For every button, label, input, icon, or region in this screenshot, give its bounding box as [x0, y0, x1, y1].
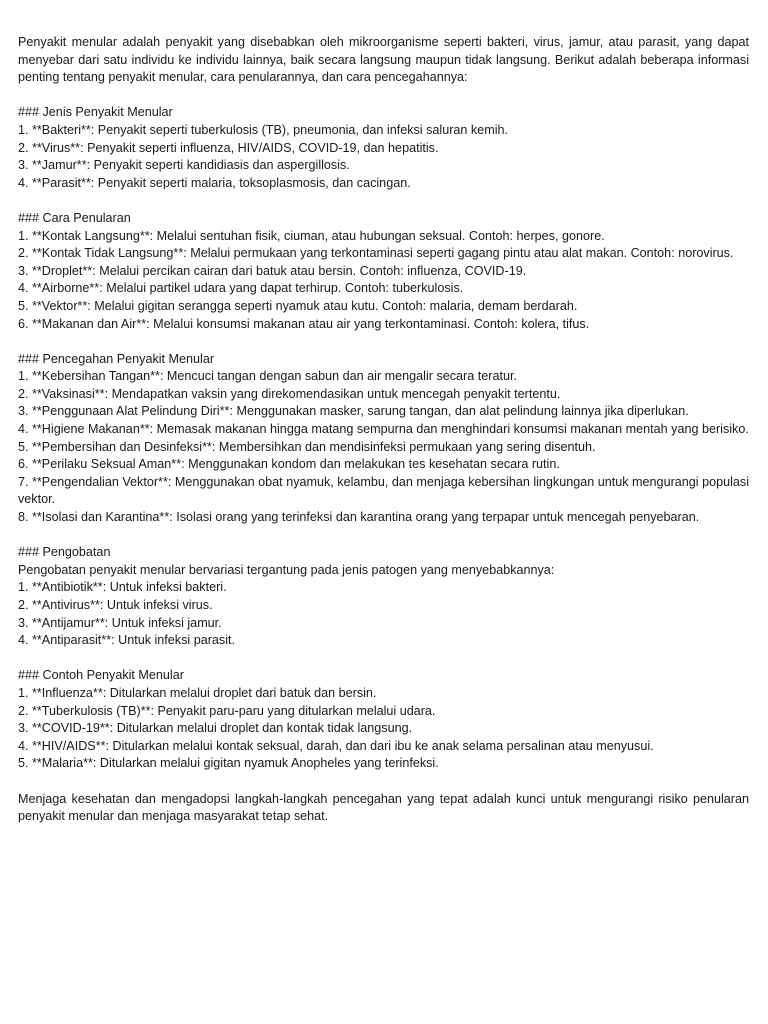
spacer	[18, 650, 749, 668]
list-item: 2. **Vaksinasi**: Mendapatkan vaksin yang direkomendasikan untuk mencegah penyakit tertentu.	[18, 386, 561, 401]
section-jenis-penyakit	[18, 104, 749, 192]
list-item: 3. **Penggunaan Alat Pelindung Diri**: Menggunakan masker, sarung tangan, dan alat pelindung lainnya jika diperlukan.	[18, 404, 689, 419]
list-item: 2. **Kontak Tidak Langsung**: Melalui permukaan yang terkontaminasi seperti gagang pintu atau alat makan. Contoh: norovirus.	[18, 246, 734, 261]
list-item: 1. **Kontak Langsung**: Melalui sentuhan fisik, ciuman, atau hubungan seksual. Contoh: herpes, gonore.	[18, 228, 605, 243]
list-item: 8. **Isolasi dan Karantina**: Isolasi orang yang terinfeksi dan karantina orang yang terpapar untuk mencegah penyebaran.	[18, 510, 700, 525]
list-item: 3. **Droplet**: Melalui percikan cairan dari batuk atau bersin. Contoh: influenza, COVID-19.	[18, 263, 527, 278]
list-item: 4. **Airborne**: Melalui partikel udara yang dapat terhirup. Contoh: tuberkulosis.	[18, 281, 464, 296]
list-item: 6. **Makanan dan Air**: Melalui konsumsi makanan atau air yang terkontaminasi. Contoh: kolera, tifus.	[18, 316, 590, 331]
section-heading: ### Cara Penularan	[18, 210, 131, 225]
spacer	[18, 527, 749, 545]
list-item: 7. **Pengendalian Vektor**: Menggunakan obat nyamuk, kelambu, dan menjaga kebersihan lingkungan untuk mengurangi populasi vektor.	[18, 474, 749, 507]
list-item: 5. **Malaria**: Ditularkan melalui gigitan nyamuk Anopheles yang terinfeksi.	[18, 756, 439, 771]
list-pengobatan	[18, 579, 749, 649]
list-item: 3. **COVID-19**: Ditularkan melalui droplet dan kontak tidak langsung.	[18, 721, 413, 736]
section-cara-penularan	[18, 210, 749, 333]
list-item: 4. **Antiparasit**: Untuk infeksi parasit.	[18, 633, 235, 648]
spacer	[18, 773, 749, 791]
list-item: 4. **Higiene Makanan**: Memasak makanan hingga matang sempurna dan menghindari konsumsi makanan mentah yang berisiko.	[18, 422, 749, 437]
section-heading: ### Pengobatan	[18, 545, 111, 560]
section-lead: Pengobatan penyakit menular bervariasi tergantung pada jenis patogen yang menyebabkannya:	[18, 562, 555, 577]
list-item: 3. **Jamur**: Penyakit seperti kandidiasis dan aspergillosis.	[18, 158, 350, 173]
list-item: 2. **Antivirus**: Untuk infeksi virus.	[18, 598, 213, 612]
list-item: 5. **Pembersihan dan Desinfeksi**: Membersihkan dan mendisinfeksi permukaan yang sering disentuh.	[18, 439, 596, 454]
intro-paragraph: Penyakit menular adalah penyakit yang disebabkan oleh mikroorganisme seperti bakteri, virus, jamur, atau parasit, yang dapat menyebar dari satu individu ke individu lainnya, baik secara langsung maupun tidak langsung. Berikut adalah beberapa informasi penting tentang penyakit menular, cara penularannya, dan cara pencegahannya:	[18, 35, 749, 85]
spacer	[18, 333, 749, 351]
list-item: 4. **HIV/AIDS**: Ditularkan melalui kontak seksual, darah, dan dari ibu ke anak selama persalinan atau menyusui.	[18, 738, 654, 753]
list-contoh-penyakit	[18, 685, 749, 773]
list-item: 1. **Bakteri**: Penyakit seperti tuberkulosis (TB), pneumonia, dan infeksi saluran kemih.	[18, 122, 508, 137]
section-heading: ### Jenis Penyakit Menular	[18, 105, 173, 120]
list-item: 6. **Perilaku Seksual Aman**: Menggunakan kondom dan melakukan tes kesehatan secara rutin.	[18, 457, 560, 472]
document-body	[18, 34, 749, 826]
section-pencegahan	[18, 351, 749, 527]
list-pencegahan	[18, 368, 749, 526]
list-item: 3. **Antijamur**: Untuk infeksi jamur.	[18, 615, 222, 630]
list-item: 1. **Antibiotik**: Untuk infeksi bakteri.	[18, 580, 227, 595]
spacer	[18, 87, 749, 105]
spacer	[18, 192, 749, 210]
section-heading: ### Pencegahan Penyakit Menular	[18, 351, 215, 366]
list-cara-penularan	[18, 228, 749, 334]
list-item: 1. **Kebersihan Tangan**: Mencuci tangan dengan sabun dan air mengalir secara teratur.	[18, 369, 517, 384]
list-item: 5. **Vektor**: Melalui gigitan serangga seperti nyamuk atau kutu. Contoh: malaria, demam berdarah.	[18, 298, 578, 313]
closing-paragraph: Menjaga kesehatan dan mengadopsi langkah-langkah pencegahan yang tepat adalah kunci untuk mengurangi risiko penularan penyakit menular dan menjaga masyarakat tetap sehat.	[18, 791, 749, 824]
section-contoh-penyakit	[18, 667, 749, 773]
section-pengobatan	[18, 544, 749, 650]
list-item: 1. **Influenza**: Ditularkan melalui droplet dari batuk dan bersin.	[18, 685, 377, 700]
list-jenis-penyakit	[18, 122, 749, 192]
list-item: 2. **Virus**: Penyakit seperti influenza, HIV/AIDS, COVID-19, dan hepatitis.	[18, 140, 439, 155]
list-item: 2. **Tuberkulosis (TB)**: Penyakit paru-paru yang ditularkan melalui udara.	[18, 703, 436, 718]
list-item: 4. **Parasit**: Penyakit seperti malaria, toksoplasmosis, dan cacingan.	[18, 175, 411, 190]
section-heading: ### Contoh Penyakit Menular	[18, 668, 184, 683]
